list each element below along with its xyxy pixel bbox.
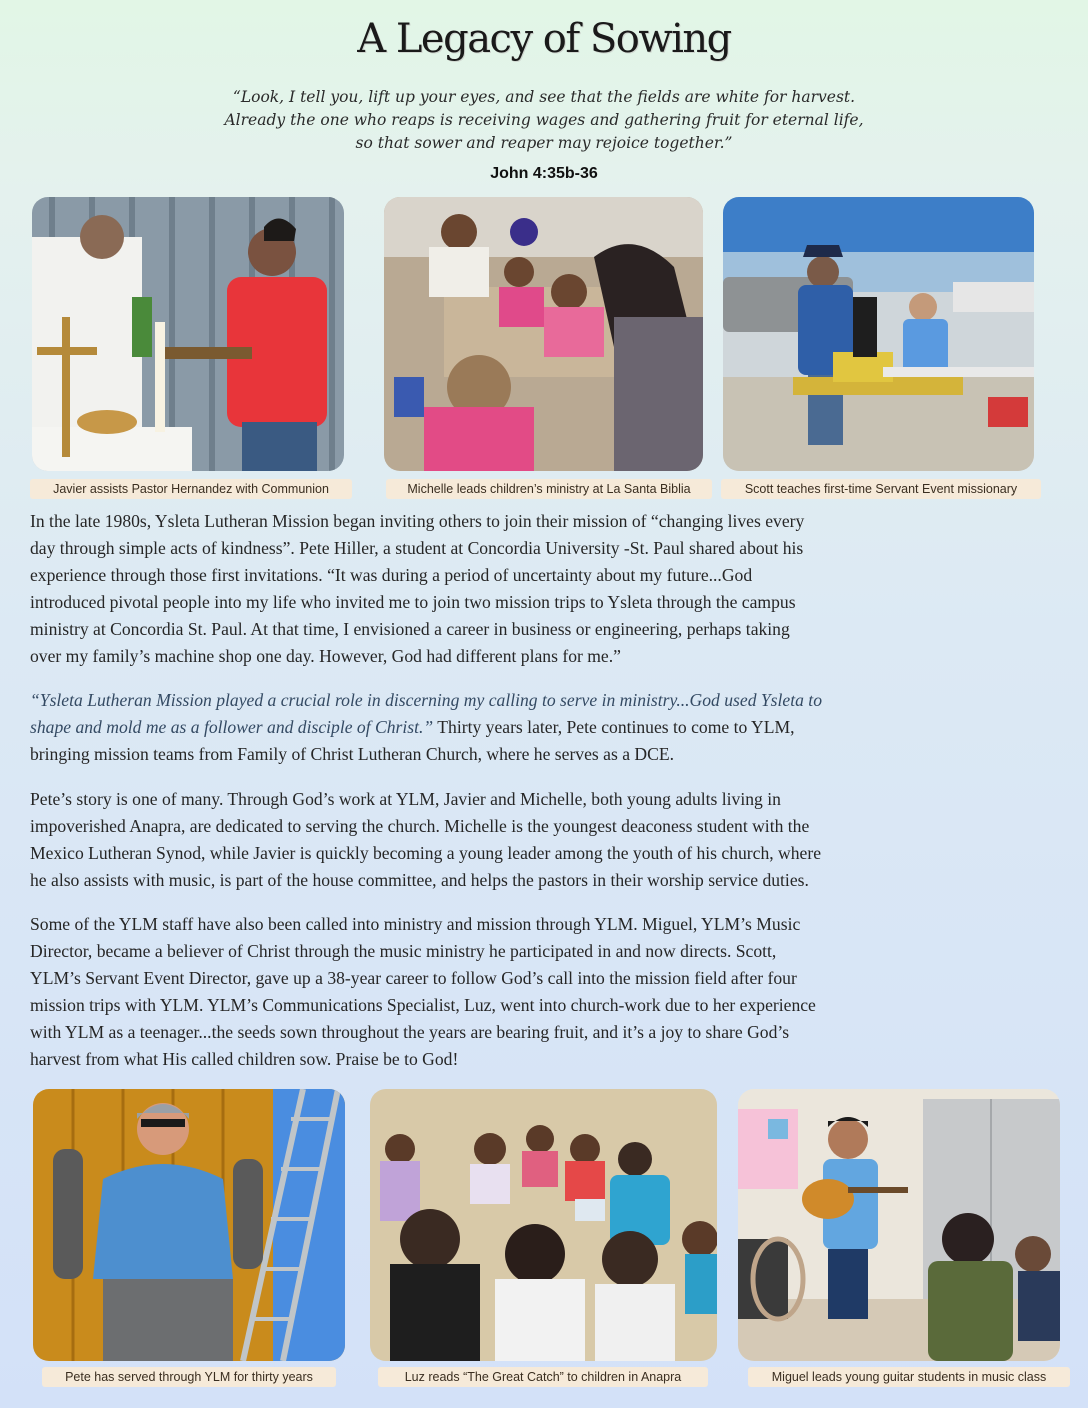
text-line: ministry at Concordia St. Paul. At that time, I envisioned a career in business or engineering, perhaps taking	[30, 619, 790, 639]
photo-javier-communion	[32, 197, 344, 471]
text-line: harvest from what His called children sow. Praise be to God!	[30, 1049, 459, 1069]
text-line: bringing mission teams from Family of Christ Lutheran Church, where he serves as a DCE.	[30, 744, 675, 764]
photo-scott-servant-event	[723, 197, 1034, 471]
text-line: Some of the YLM staff have also been called into ministry and mission through YLM. Miguel, YLM’s Music	[30, 914, 801, 934]
text-line: with YLM as a teenager...the seeds sown throughout the years are bearing fruit, and it’s a joy to share God’s	[30, 1022, 790, 1042]
text-line: mission trips with YLM. YLM’s Communications Specialist, Luz, went into church-work due to her experience	[30, 995, 816, 1015]
text-line: Thirty years later, Pete continues to come to YLM,	[433, 717, 795, 737]
scripture-quote	[0, 86, 1088, 155]
verse-reference: John 4:35b-36	[490, 165, 598, 182]
verse-line: “Look, I tell you, lift up your eyes, and see that the fields are white for harvest.	[232, 88, 856, 106]
article-body	[30, 687, 1060, 768]
quote-line: “Ysleta Lutheran Mission played a crucial role in discerning my calling to serve in ministry...God used Ysleta to	[30, 690, 822, 710]
text-line: Director, became a believer of Christ through the music ministry he participated in and now directs. Scott,	[30, 941, 777, 961]
photo-caption: Pete has served through YLM for thirty years	[42, 1367, 336, 1387]
photo-caption: Javier assists Pastor Hernandez with Communion	[30, 479, 352, 499]
photo-michelle-childrens-ministry	[384, 197, 703, 471]
verse-line: so that sower and reaper may rejoice together.”	[355, 134, 733, 152]
quote-line: shape and mold me as a follower and disciple of Christ.”	[30, 717, 434, 737]
text-line: impoverished Anapra, are dedicated to serving the church. Michelle is the youngest deaconess student with the	[30, 816, 810, 836]
paragraph-2	[30, 687, 1060, 768]
photo-miguel-music-class	[738, 1089, 1060, 1361]
verse-line: Already the one who reaps is receiving wages and gathering fruit for eternal life,	[224, 111, 864, 129]
paragraph-1	[30, 508, 1060, 670]
text-line: experience through those first invitations. “It was during a period of uncertainty about my future...God	[30, 565, 753, 585]
photo-caption: Miguel leads young guitar students in music class	[748, 1367, 1070, 1387]
text-line: introduced pivotal people into my life who invited me to join two mission trips to Ysleta through the campus	[30, 592, 796, 612]
text-line: Pete’s story is one of many. Through God’s work at YLM, Javier and Michelle, both young adults living in	[30, 789, 781, 809]
text-line: day through simple acts of kindness”. Pete Hiller, a student at Concordia University -St. Paul shared about his	[30, 538, 804, 558]
photo-caption: Luz reads “The Great Catch” to children in Anapra	[378, 1367, 708, 1387]
photo-caption: Scott teaches first-time Servant Event missionary	[721, 479, 1041, 499]
photo-pete-hiller	[33, 1089, 345, 1361]
text-line: he also assists with music, is part of the house committee, and helps the pastors in their worship service duties.	[30, 870, 809, 890]
article-body	[30, 508, 1060, 670]
paragraph-4	[30, 911, 1060, 1073]
paragraph-3	[30, 786, 1060, 894]
photo-caption: Michelle leads children’s ministry at La Santa Biblia	[386, 479, 712, 499]
article-body	[30, 786, 1060, 894]
text-line: In the late 1980s, Ysleta Lutheran Mission began inviting others to join their mission of “changing lives every	[30, 511, 805, 531]
article-body	[30, 911, 1060, 1073]
page-title: A Legacy of Sowing	[357, 16, 731, 62]
photo-luz-reading	[370, 1089, 717, 1361]
text-line: Mexico Lutheran Synod, while Javier is quickly becoming a young leader among the youth of his church, where	[30, 843, 822, 863]
text-line: YLM’s Servant Event Director, gave up a 38-year career to follow God’s call into the mission field after four	[30, 968, 797, 988]
text-line: over my family’s machine shop one day. However, God had different plans for me.”	[30, 646, 621, 666]
